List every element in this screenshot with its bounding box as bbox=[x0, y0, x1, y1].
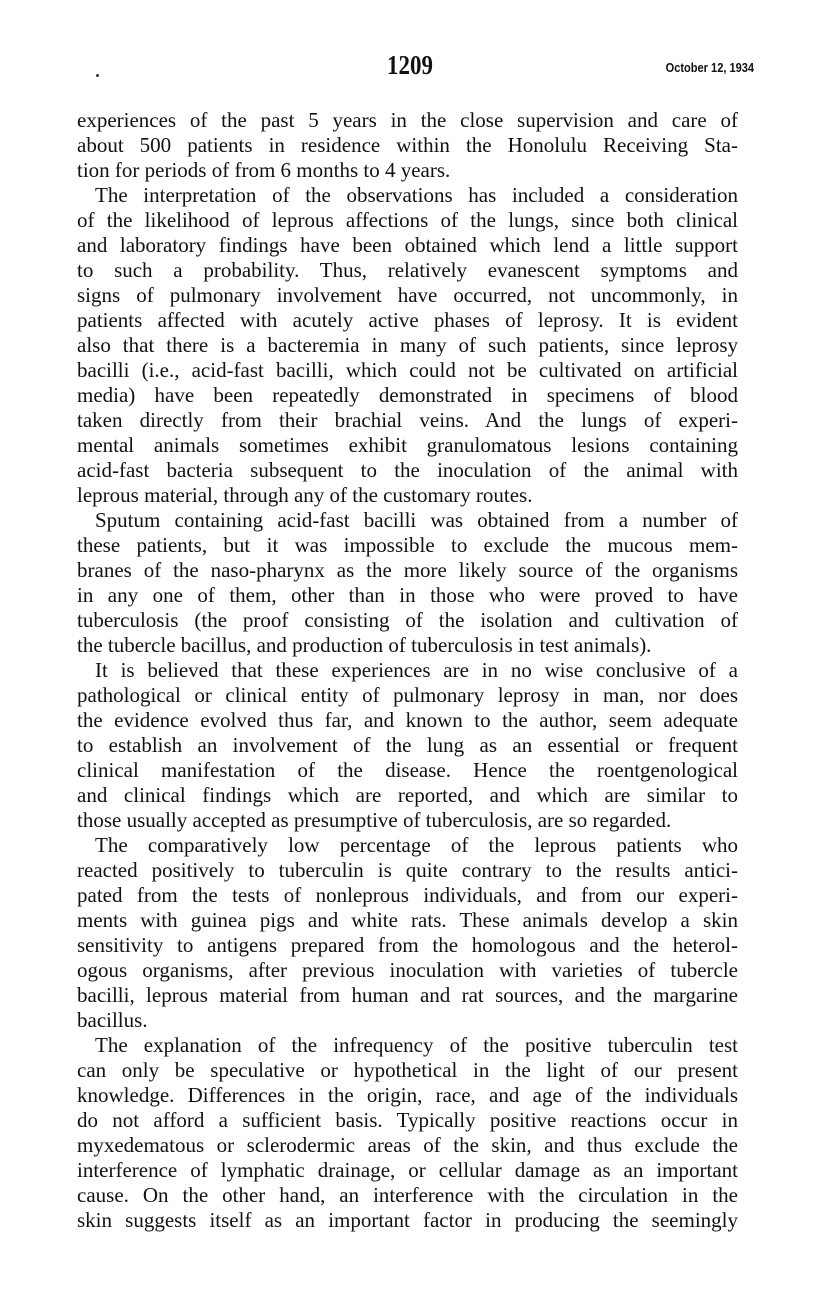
issue-date: October 12, 1934 bbox=[665, 60, 754, 75]
text-line: tion for periods of from 6 months to 4 years. bbox=[77, 158, 451, 182]
text-line: bacilli, leprous material from human and rat sources, and the margarine bbox=[77, 983, 738, 1007]
text-line: sensitivity to antigens prepared from the homologous and the heterol- bbox=[77, 933, 738, 957]
text-line: knowledge. Differences in the origin, race, and age of the individuals bbox=[77, 1083, 738, 1107]
text-line: about 500 patients in residence within the Honolulu Receiving Sta- bbox=[77, 133, 738, 157]
page-number: 1209 bbox=[387, 50, 433, 80]
text-line: ogous organisms, after previous inoculation with varieties of tubercle bbox=[77, 958, 738, 982]
text-line: The interpretation of the observations has included a consideration bbox=[95, 183, 738, 207]
text-line: leprous material, through any of the customary routes. bbox=[77, 483, 533, 507]
text-line: and laboratory findings have been obtained which lend a little support bbox=[77, 233, 738, 257]
text-line: reacted positively to tuberculin is quite contrary to the results antici- bbox=[77, 858, 738, 882]
text-line: these patients, but it was impossible to exclude the mucous mem- bbox=[77, 533, 738, 557]
text-line: those usually accepted as presumptive of tuberculosis, are so regarded. bbox=[77, 808, 672, 832]
paragraph bbox=[77, 508, 738, 658]
paragraph bbox=[77, 183, 738, 508]
text-line: The explanation of the infrequency of the positive tuberculin test bbox=[95, 1033, 738, 1057]
paragraph bbox=[77, 833, 738, 1033]
scan-speck bbox=[96, 74, 99, 77]
text-line: and clinical findings which are reported, and which are similar to bbox=[77, 783, 738, 807]
text-line: pated from the tests of nonleprous individuals, and from our experi- bbox=[77, 883, 738, 907]
text-line: skin suggests itself as an important factor in producing the seemingly bbox=[77, 1208, 738, 1232]
text-line: bacillus. bbox=[77, 1008, 148, 1032]
text-line: the evidence evolved thus far, and known to the author, seem adequate bbox=[77, 708, 738, 732]
text-line: experiences of the past 5 years in the close supervision and care of bbox=[77, 108, 738, 132]
paragraph bbox=[77, 108, 738, 183]
text-line: It is believed that these experiences are in no wise conclusive of a bbox=[95, 658, 738, 682]
text-line: taken directly from their brachial veins. And the lungs of experi- bbox=[77, 408, 738, 432]
text-line: do not afford a sufficient basis. Typically positive reactions occur in bbox=[77, 1108, 738, 1132]
text-line: of the likelihood of leprous affections of the lungs, since both clinical bbox=[77, 208, 738, 232]
text-line: signs of pulmonary involvement have occurred, not uncommonly, in bbox=[77, 283, 738, 307]
text-line: The comparatively low percentage of the leprous patients who bbox=[95, 833, 738, 857]
text-line: can only be speculative or hypothetical in the light of our present bbox=[77, 1058, 738, 1082]
text-line: branes of the naso-pharynx as the more likely source of the organisms bbox=[77, 558, 738, 582]
paragraph bbox=[77, 658, 738, 833]
text-line: tuberculosis (the proof consisting of the isolation and cultivation of bbox=[77, 608, 738, 632]
article-body bbox=[77, 108, 738, 1233]
text-line: patients affected with acutely active phases of leprosy. It is evident bbox=[77, 308, 738, 332]
text-line: to such a probability. Thus, relatively evanescent symptoms and bbox=[77, 258, 738, 282]
text-line: to establish an involvement of the lung as an essential or frequent bbox=[77, 733, 738, 757]
text-line: Sputum containing acid-fast bacilli was obtained from a number of bbox=[95, 508, 738, 532]
text-line: the tubercle bacillus, and production of tuberculosis in test animals). bbox=[77, 633, 652, 657]
text-line: myxedematous or sclerodermic areas of the skin, and thus exclude the bbox=[77, 1133, 738, 1157]
text-line: mental animals sometimes exhibit granulomatous lesions containing bbox=[77, 433, 738, 457]
text-line: clinical manifestation of the disease. Hence the roentgenological bbox=[77, 758, 738, 782]
text-line: cause. On the other hand, an interference with the circulation in the bbox=[77, 1183, 738, 1207]
paragraph bbox=[77, 1033, 738, 1233]
text-line: acid-fast bacteria subsequent to the inoculation of the animal with bbox=[77, 458, 738, 482]
text-line: also that there is a bacteremia in many of such patients, since leprosy bbox=[77, 333, 738, 357]
text-line: in any one of them, other than in those who were proved to have bbox=[77, 583, 738, 607]
text-line: interference of lymphatic drainage, or cellular damage as an important bbox=[77, 1158, 738, 1182]
text-line: ments with guinea pigs and white rats. These animals develop a skin bbox=[77, 908, 738, 932]
text-line: pathological or clinical entity of pulmonary leprosy in man, nor does bbox=[77, 683, 738, 707]
text-line: media) have been repeatedly demonstrated in specimens of blood bbox=[77, 383, 738, 407]
text-line: bacilli (i.e., acid-fast bacilli, which could not be cultivated on artificial bbox=[77, 358, 738, 382]
